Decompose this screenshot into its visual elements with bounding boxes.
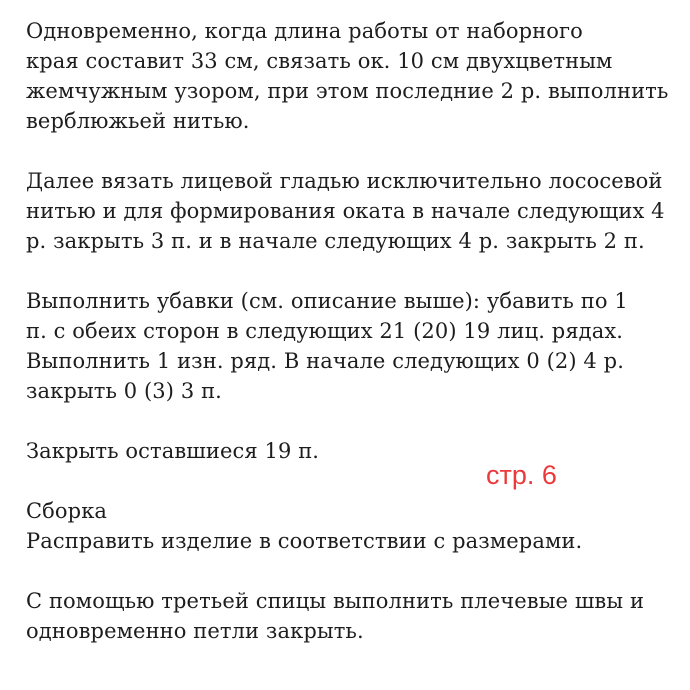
paragraph-4 (26, 436, 676, 466)
text-line: Выполнить 1 изн. ряд. В начале следующих 0 (2) 4 р. (26, 349, 624, 373)
section-heading: Сборка (26, 499, 108, 523)
paragraph-3 (26, 286, 676, 406)
text-line: одновременно петли закрыть. (26, 619, 364, 643)
text-line: верблюжьей нитью. (26, 109, 250, 133)
paragraph-spacer (26, 406, 676, 436)
text-line: жемчужным узором, при этом последние 2 р. выполнить (26, 79, 669, 103)
text-line: Закрыть оставшиеся 19 п. (26, 439, 320, 463)
paragraph-6 (26, 586, 676, 646)
paragraph-spacer (26, 256, 676, 286)
paragraph-1 (26, 16, 676, 136)
instructions-text (26, 16, 676, 646)
text-line: С помощью третьей спицы выполнить плечевые швы и (26, 589, 645, 613)
paragraph-5-assembly (26, 496, 676, 556)
text-line: нитью и для формирования оката в начале следующих 4 (26, 199, 665, 223)
paragraph-spacer (26, 136, 676, 166)
paragraph-spacer (26, 556, 676, 586)
page-number-label: стр. 6 (486, 460, 557, 490)
text-line: края составит 33 см, связать ок. 10 см двухцветным (26, 49, 613, 73)
text-line: Расправить изделие в соответствии с размерами. (26, 529, 583, 553)
text-line: Выполнить убавки (см. описание выше): убавить по 1 (26, 289, 628, 313)
paragraph-spacer (26, 466, 676, 496)
paragraph-2 (26, 166, 676, 256)
text-line: п. с обеих сторон в следующих 21 (20) 19 лиц. рядах. (26, 319, 624, 343)
text-line: р. закрыть 3 п. и в начале следующих 4 р. закрыть 2 п. (26, 229, 645, 253)
text-line: Одновременно, когда длина работы от наборного (26, 19, 583, 43)
text-line: Далее вязать лицевой гладью исключительно лососевой (26, 169, 663, 193)
text-line: закрыть 0 (3) 3 п. (26, 379, 222, 403)
